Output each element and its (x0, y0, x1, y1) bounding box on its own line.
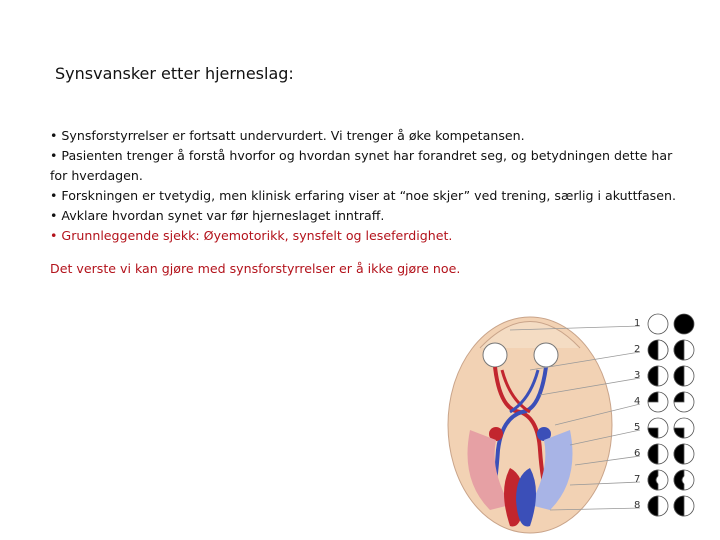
slide-title: Synsvansker etter hjerneslag: (55, 64, 294, 83)
bullet-item: • Pasienten trenger å forstå hvorfor og hvordan synet har forandret seg, og betydningen dette har for hverdagen. (50, 148, 673, 183)
label-5: 5 (634, 422, 641, 433)
label-8: 8 (634, 500, 641, 511)
label-6: 6 (634, 448, 641, 459)
bullet-item: • Avklare hvordan synet var før hjerneslaget inntraff. (50, 208, 385, 223)
bullet-list (50, 126, 690, 246)
bullet-item: • Synsforstyrrelser er fortsatt undervurdert. Vi trenger å øke kompetansen. (50, 128, 525, 143)
left-eye (483, 343, 507, 367)
label-3: 3 (634, 370, 641, 381)
right-eye (534, 343, 558, 367)
label-4: 4 (634, 396, 641, 407)
bullet-item-highlight: • Grunnleggende sjekk: Øyemotorikk, synsfelt og leseferdighet. (50, 228, 453, 243)
conclusion-text: Det verste vi kan gjøre med synsforstyrrelser er å ikke gjøre noe. (50, 261, 461, 276)
bullet-item: • Forskningen er tvetydig, men klinisk erfaring viser at “noe skjer” ved trening, særlig i akuttfasen. (50, 188, 676, 203)
visual-pathway-diagram (440, 300, 710, 540)
label-7: 7 (634, 474, 641, 485)
field-right-1 (674, 314, 694, 334)
label-1: 1 (634, 318, 641, 329)
field-left-1 (648, 314, 668, 334)
label-2: 2 (634, 344, 641, 355)
